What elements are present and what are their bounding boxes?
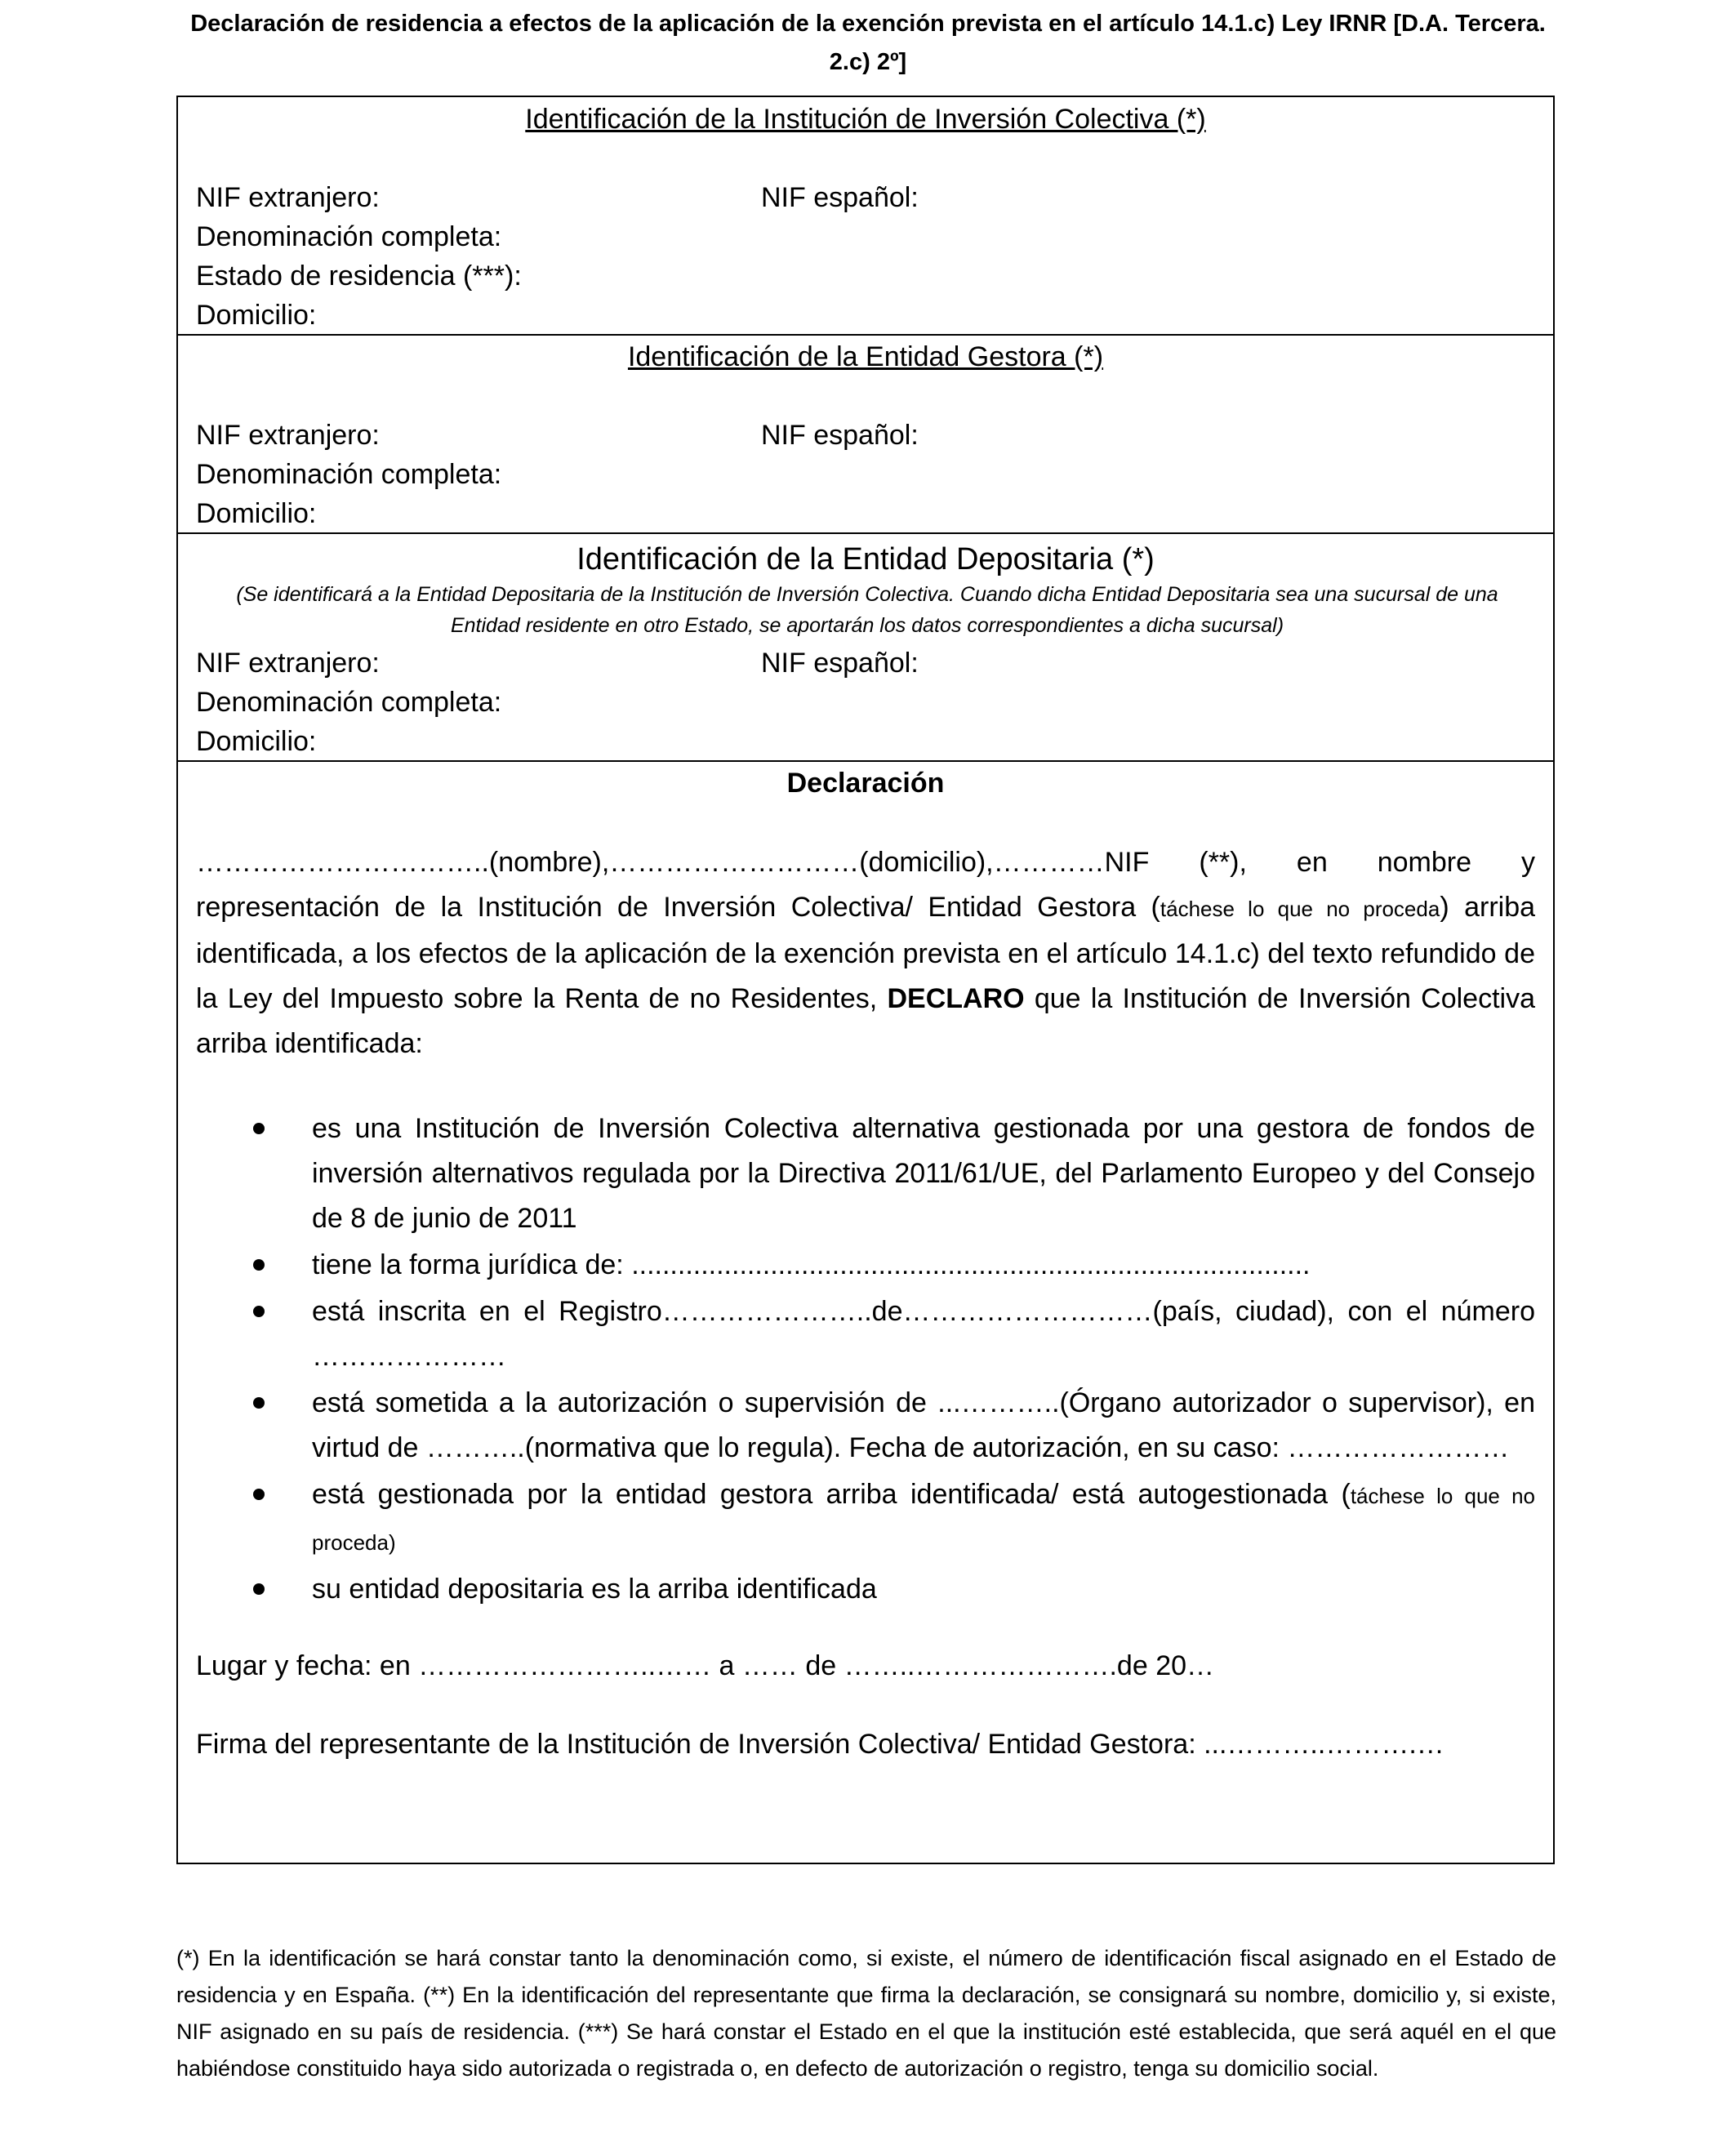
declaration-form xyxy=(176,96,1555,1864)
bullet-strike-note: táchese lo que no proceda) xyxy=(312,1484,1535,1555)
section-depositaria-title: Identificación de la Entidad Depositaria (*) xyxy=(576,542,1155,577)
bullet-text: está gestionada por la entidad gestora arriba identificada/ está autogestionada ( xyxy=(312,1479,1351,1510)
ic-nif-extranjero-label: NIF extranjero: xyxy=(196,182,380,213)
footnotes: (*) En la identificación se hará constar tanto la denominación como, si existe, el número de identificación fiscal asignado en el Estado de residencia y en España. (**) En la identificación del representante que firma la declaración, se consignará su nombre, domicilio y, si existe, NIF asignado en su país de residencia. (***) Se hará constar el Estado en el que la institución esté establecida, que será aquél en el que habiéndose constituido haya sido autorizada o registrada o, en defecto de autorización o registro, tenga su domicilio social. xyxy=(176,1946,1556,2081)
declaracion-strike-note: táchese lo que no proceda xyxy=(1160,897,1440,921)
list-item xyxy=(196,1243,1535,1288)
bullet-icon xyxy=(253,1583,265,1595)
page-title: Declaración de residencia a efectos de la aplicación de la exención prevista en el artículo 14.1.c) Ley IRNR [D.A. Tercera. 2.c) 2º] xyxy=(190,11,1546,75)
bullet-text: está sometida a la autorización o supervisión de ...………..(Órgano autorizador o supervisor), en virtud de ………..(normativa que lo regula). Fecha de autorización, en su caso: …………………… xyxy=(312,1387,1535,1463)
section-gestora-title: Identificación de la Entidad Gestora (*) xyxy=(627,341,1104,372)
depositaria-nif-espanol-label: NIF español: xyxy=(761,648,919,679)
list-item xyxy=(196,1472,1535,1565)
gestora-nif-extranjero-label: NIF extranjero: xyxy=(196,420,380,451)
declaracion-text-part3: que la Institución de Inversión Colectiva arriba identificada: xyxy=(196,983,1535,1059)
section-ic-title: Identificación de la Institución de Inversión Colectiva (*) xyxy=(525,104,1206,135)
section-divider xyxy=(178,760,1553,762)
bullet-icon xyxy=(253,1259,265,1271)
declaracion-title: Declaración xyxy=(786,768,945,799)
section-divider xyxy=(178,532,1553,534)
bullet-icon xyxy=(253,1123,265,1134)
bullet-text: está inscrita en el Registro…………………..de………………………(país, ciudad), con el número ………………… xyxy=(312,1296,1535,1372)
list-item xyxy=(196,1106,1535,1241)
bullet-text: tiene la forma jurídica de: ........................................................................................ xyxy=(312,1249,1311,1280)
firma-line: Firma del representante de la Institución de Inversión Colectiva/ Entidad Gestora: ...………..……….… xyxy=(196,1729,1444,1760)
list-item xyxy=(196,1289,1535,1379)
declaracion-text-part2: ) arriba identificada, a los efectos de la aplicación de la exención prevista en el artículo 14.1.c) del texto refundido de la Ley del Impuesto sobre la Renta de no Residentes, xyxy=(196,892,1536,1014)
list-item xyxy=(196,1567,1535,1612)
section-divider xyxy=(178,334,1553,336)
declaracion-bullet-list xyxy=(196,1106,1535,1614)
bullet-icon xyxy=(253,1306,265,1317)
bullet-icon xyxy=(253,1489,265,1500)
gestora-domicilio-label: Domicilio: xyxy=(196,498,317,529)
declaracion-text-part1: …………………………..(nombre),………………………(domicilio),…………NIF (**), en nombre y representación de la Institución de Inversión Colectiva/ Entidad Gestora ( xyxy=(196,847,1535,923)
bullet-text: es una Institución de Inversión Colectiva alternativa gestionada por una gestora de fondos de inversión alternativos regulada por la Directiva 2011/61/UE, del Parlamento Europeo y del Consejo de 8 de junio de 2011 xyxy=(312,1113,1535,1234)
declaracion-paragraph xyxy=(196,840,1535,1066)
ic-estado-residencia-label: Estado de residencia (***): xyxy=(196,260,522,292)
depositaria-domicilio-label: Domicilio: xyxy=(196,726,317,757)
ic-nif-espanol-label: NIF español: xyxy=(761,182,919,213)
list-item xyxy=(196,1381,1535,1471)
ic-domicilio-label: Domicilio: xyxy=(196,300,317,331)
declaro-keyword: DECLARO xyxy=(887,983,1025,1014)
depositaria-denominacion-label: Denominación completa: xyxy=(196,687,502,718)
gestora-denominacion-label: Denominación completa: xyxy=(196,459,502,490)
lugar-fecha-line: Lugar y fecha: en ……………………..…… a …… de ……..………………….de 20… xyxy=(196,1650,1215,1681)
depositaria-note: (Se identificará a la Entidad Depositaria de la Institución de Inversión Colectiva. Cuando dicha Entidad Depositaria sea una sucursal de una Entidad residente en otro Estado, se aportarán los datos correspondientes a dicha sucursal) xyxy=(236,583,1498,637)
bullet-icon xyxy=(253,1397,265,1409)
ic-denominacion-label: Denominación completa: xyxy=(196,221,502,252)
gestora-nif-espanol-label: NIF español: xyxy=(761,420,919,451)
bullet-text: su entidad depositaria es la arriba identificada xyxy=(312,1574,877,1605)
depositaria-nif-extranjero-label: NIF extranjero: xyxy=(196,648,380,679)
